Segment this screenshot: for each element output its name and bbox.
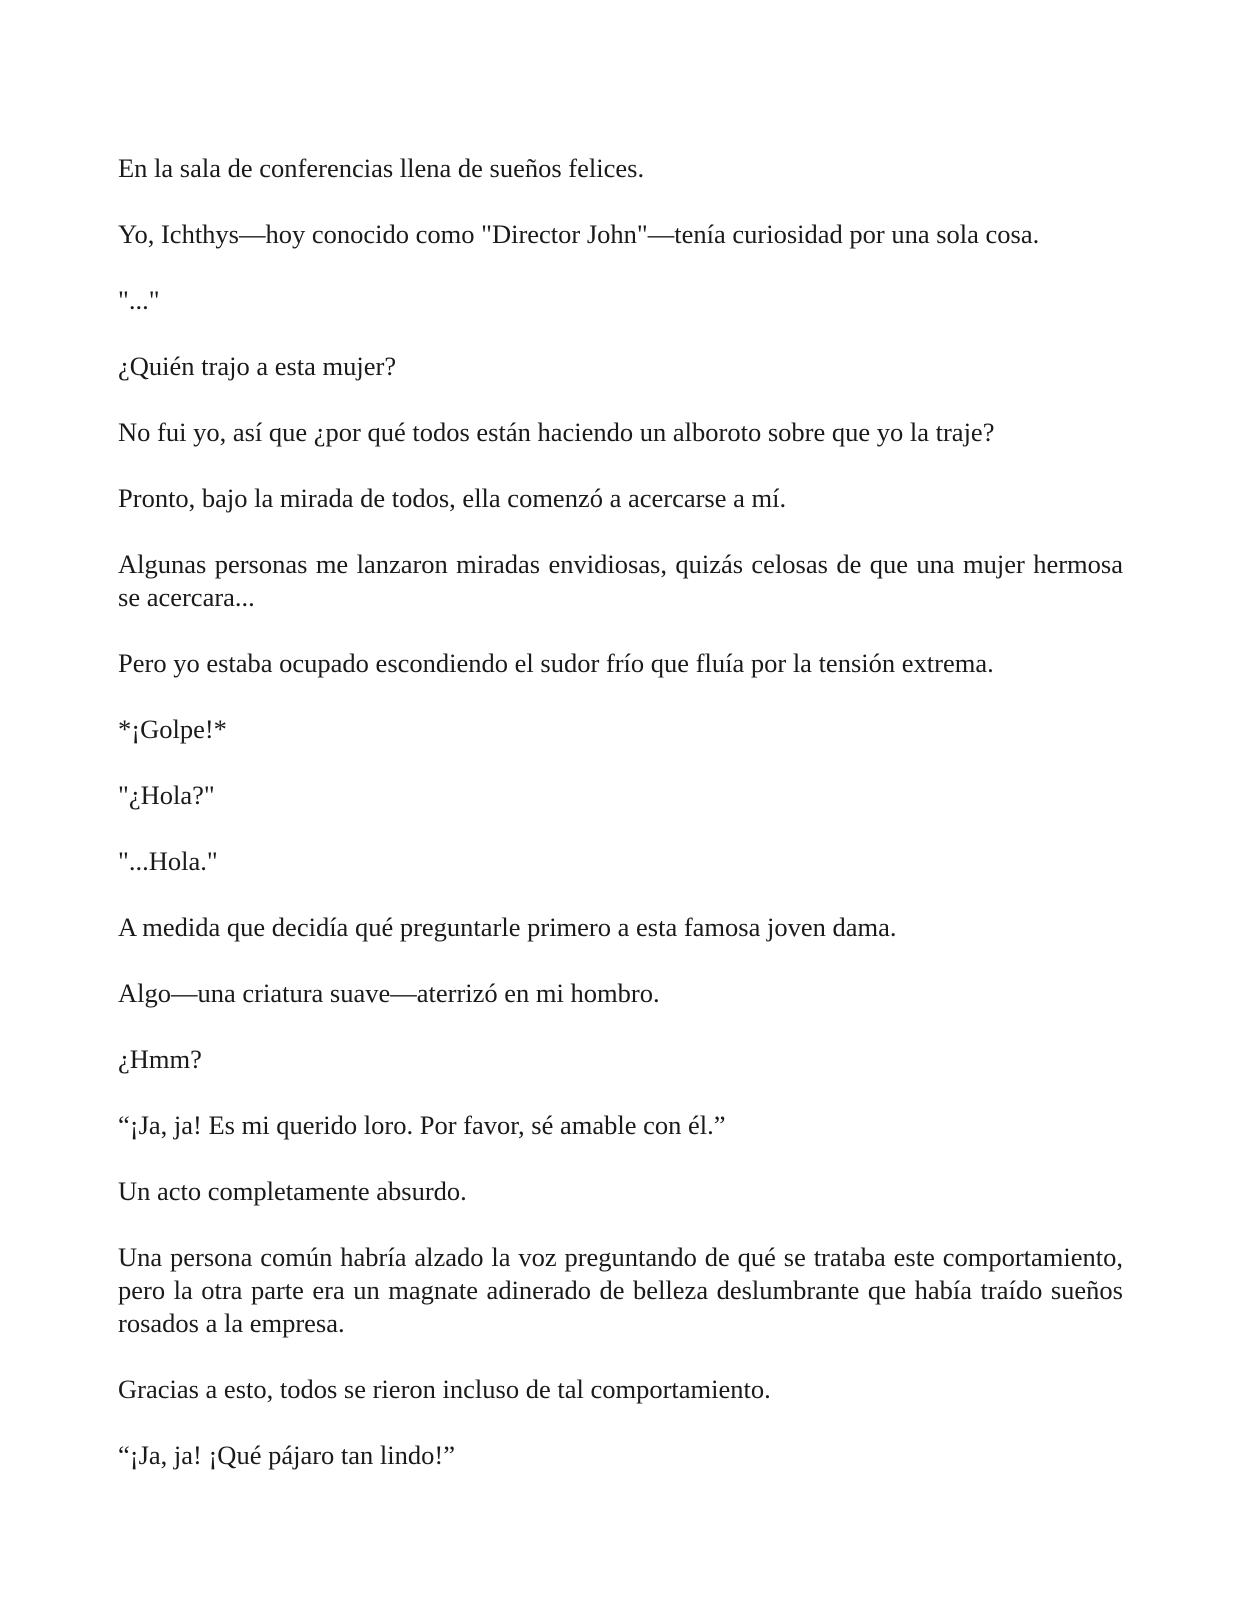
paragraph: Pronto, bajo la mirada de todos, ella comenzó a acercarse a mí. — [118, 483, 787, 513]
paragraph: ¿Quién trajo a esta mujer? — [118, 351, 397, 381]
paragraph: A medida que decidía qué preguntarle primero a esta famosa joven dama. — [118, 912, 897, 942]
paragraph: "¿Hola?" — [118, 780, 215, 810]
paragraph: ¿Hmm? — [118, 1044, 202, 1074]
document-body — [118, 152, 1123, 1505]
paragraph: *¡Golpe!* — [118, 714, 227, 744]
paragraph: "..." — [118, 285, 160, 315]
paragraph: "...Hola." — [118, 846, 218, 876]
paragraph: Yo, Ichthys—hoy conocido como "Director John"—tenía curiosidad por una sola cosa. — [118, 219, 1040, 249]
paragraph: “¡Ja, ja! ¡Qué pájaro tan lindo!” — [118, 1440, 455, 1470]
paragraph: Algo—una criatura suave—aterrizó en mi hombro. — [118, 978, 660, 1008]
paragraph: En la sala de conferencias llena de sueños felices. — [118, 153, 645, 183]
paragraph: Algunas personas me lanzaron miradas envidiosas, quizás celosas de que una mujer hermosa se acercara... — [118, 549, 1123, 612]
paragraph: No fui yo, así que ¿por qué todos están haciendo un alboroto sobre que yo la traje? — [118, 417, 995, 447]
paragraph: “¡Ja, ja! Es mi querido loro. Por favor, sé amable con él.” — [118, 1110, 726, 1140]
paragraph: Un acto completamente absurdo. — [118, 1176, 467, 1206]
paragraph: Una persona común habría alzado la voz preguntando de qué se trataba este comportamiento, pero la otra parte era un magnate adinerado de belleza deslumbrante que había traído sueños rosados a la empresa. — [118, 1242, 1123, 1338]
paragraph: Pero yo estaba ocupado escondiendo el sudor frío que fluía por la tensión extrema. — [118, 648, 994, 678]
paragraph: Gracias a esto, todos se rieron incluso de tal comportamiento. — [118, 1374, 771, 1404]
